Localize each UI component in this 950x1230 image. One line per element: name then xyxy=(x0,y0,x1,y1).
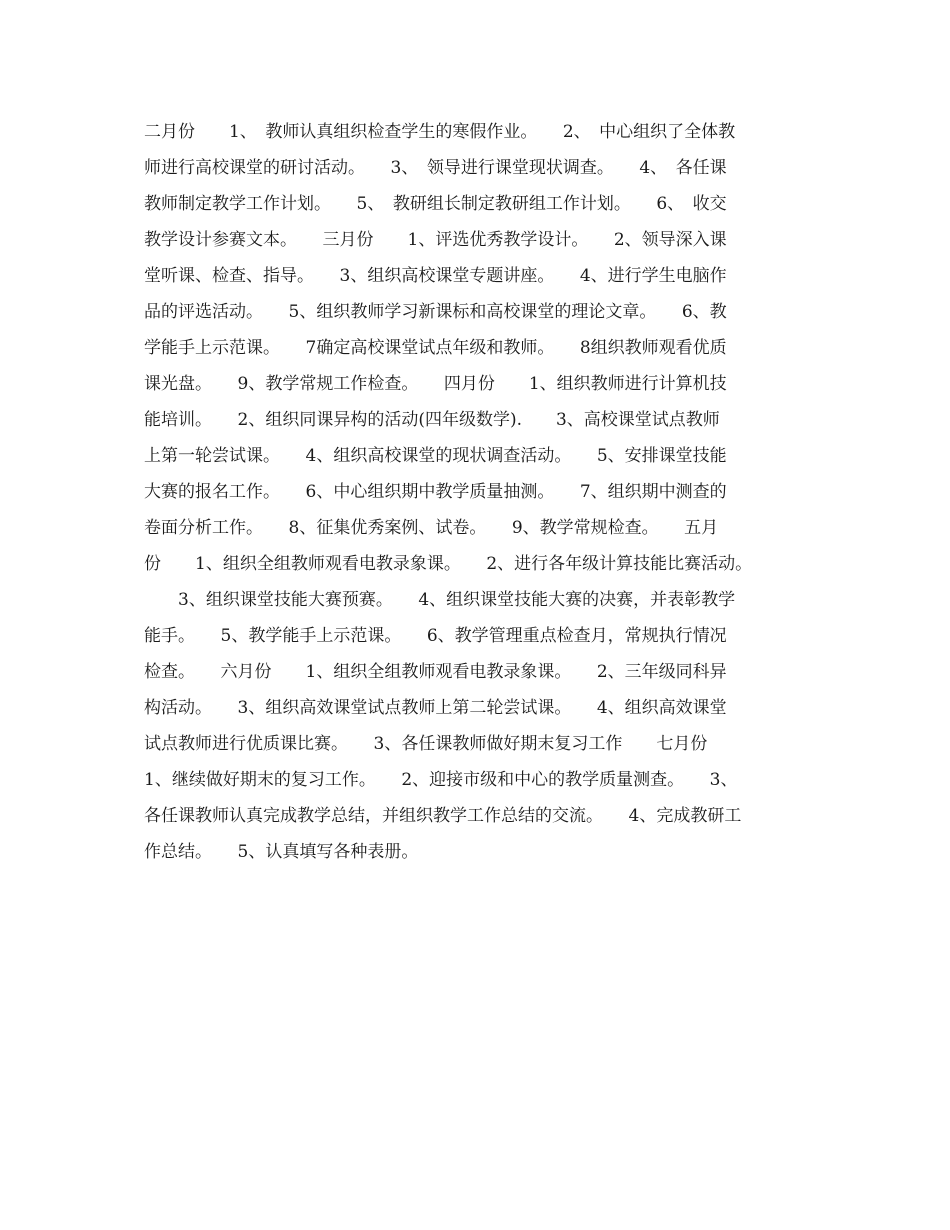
text-line: 大赛的报名工作。 6、中心组织期中教学质量抽测。 7、组织期中测查的 xyxy=(144,482,727,502)
text-line: 上第一轮尝试课。 4、组织高校课堂的现状调查活动。 5、安排课堂技能 xyxy=(144,446,727,466)
text-line: 作总结。 5、认真填写各种表册。 xyxy=(144,842,419,862)
text-line: 堂听课、检查、指导。 3、组织高校课堂专题讲座。 4、进行学生电脑作 xyxy=(144,266,727,286)
text-line: 卷面分析工作。 8、征集优秀案例、试卷。 9、教学常规检查。 五月 xyxy=(144,518,719,538)
text-line: 课光盘。 9、教学常规工作检查。 四月份 1、组织教师进行计算机技 xyxy=(144,374,727,394)
text-line: 学能手上示范课。 7确定高校课堂试点年级和教师。 8组织教师观看优质 xyxy=(144,338,727,358)
text-line: 份 1、组织全组教师观看电教录象课。 2、进行各年级计算技能比赛活动。 xyxy=(144,554,753,574)
body-text xyxy=(144,114,809,870)
text-line: 3、组织课堂技能大赛预赛。 4、组织课堂技能大赛的决赛，并表彰教学 xyxy=(144,590,736,610)
text-line: 1、继续做好期末的复习工作。 2、迎接市级和中心的教学质量测查。 3、 xyxy=(144,770,738,790)
text-line: 师进行高校课堂的研讨活动。 3、 领导进行课堂现状调查。 4、 各任课 xyxy=(144,158,727,178)
text-line: 能培训。 2、组织同课异构的活动(四年级数学). 3、高校课堂试点教师 xyxy=(144,410,720,430)
text-line: 品的评选活动。 5、组织教师学习新课标和高校课堂的理论文章。 6、教 xyxy=(144,302,727,322)
text-line: 教学设计参赛文本。 三月份 1、评选优秀教学设计。 2、领导深入课 xyxy=(144,230,727,250)
text-line: 教师制定教学工作计划。 5、 教研组长制定教研组工作计划。 6、 收交 xyxy=(144,194,727,214)
text-line: 试点教师进行优质课比赛。 3、各任课教师做好期末复习工作 七月份 xyxy=(144,734,708,754)
text-line: 能手。 5、教学能手上示范课。 6、教学管理重点检查月，常规执行情况 xyxy=(144,626,727,646)
text-line: 检查。 六月份 1、组织全组教师观看电教录象课。 2、三年级同科异 xyxy=(144,662,727,682)
text-line: 二月份 1、 教师认真组织检查学生的寒假作业。 2、 中心组织了全体教 xyxy=(144,122,736,142)
text-line: 构活动。 3、组织高效课堂试点教师上第二轮尝试课。 4、组织高效课堂 xyxy=(144,698,727,718)
text-line: 各任课教师认真完成教学总结，并组织教学工作总结的交流。 4、完成教研工 xyxy=(144,806,742,826)
